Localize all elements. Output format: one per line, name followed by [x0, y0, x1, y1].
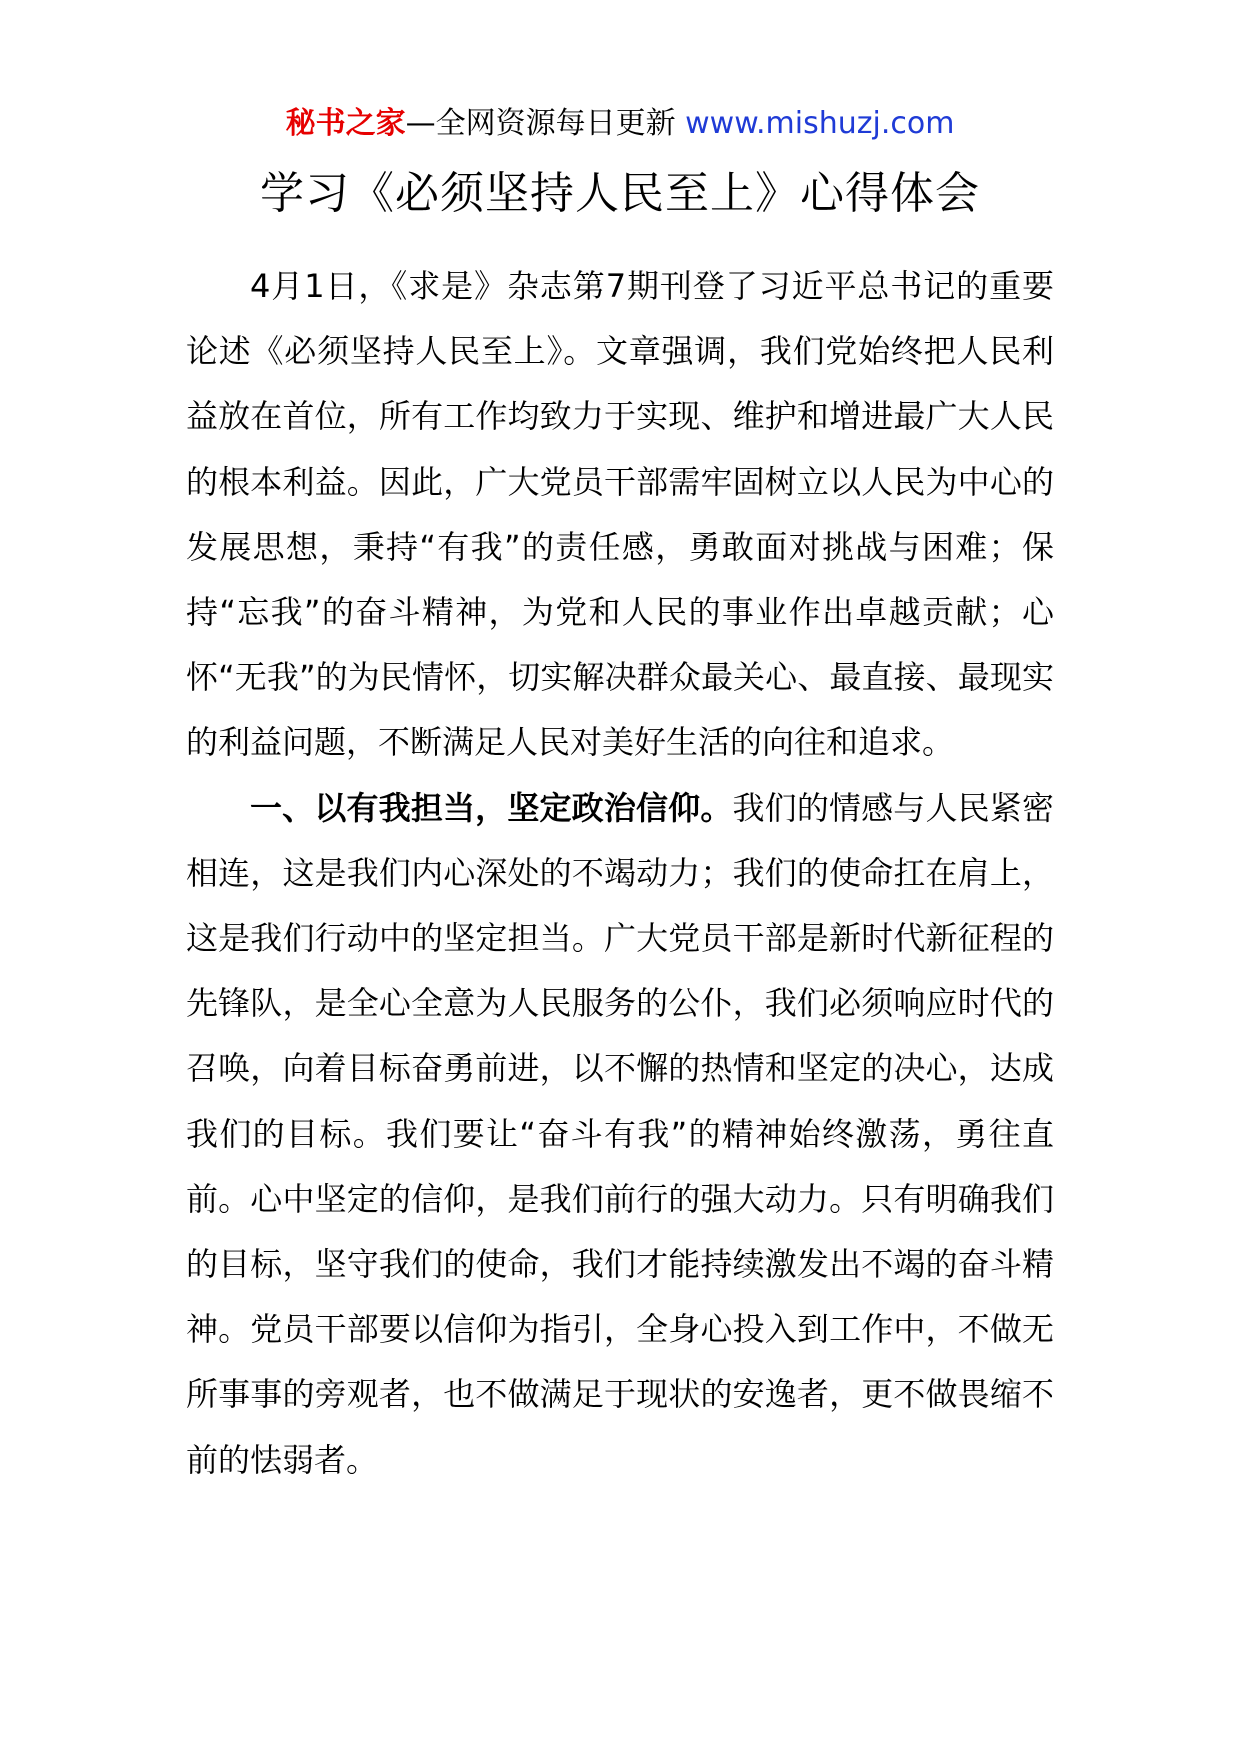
paragraph-section-1 — [186, 776, 1054, 1493]
site-url-link[interactable]: www.mishuzj.com — [685, 106, 955, 141]
site-tagline: —全网资源每日更新 — [405, 106, 676, 141]
paragraph-intro-text: 4月1日，《求是》杂志第7期刊登了习近平总书记的重要论述《必须坚持人民至上》。文章强调，我们党始终把人民利益放在首位，所有工作均致力于实现、维护和增进最广大人民的根本利益。因此，广大党员干部需牢固树立以人民为中心的发展思想，秉持“有我”的责任感，勇敢面对挑战与困难；保持“忘我”的奋斗精神，为党和人民的事业作出卓越贡献；心怀“无我”的为民情怀，切实解决群众最关心、最直接、最现实的利益问题，不断满足人民对美好生活的向往和追求。 — [186, 267, 1054, 762]
paragraph-intro — [186, 254, 1054, 776]
site-header-banner — [0, 102, 1240, 146]
section-1-text: 我们的情感与人民紧密相连，这是我们内心深处的不竭动力；我们的使命扛在肩上，这是我们行动中的坚定担当。广大党员干部是新时代新征程的先锋队，是全心全意为人民服务的公仆，我们必须响应时代的召唤，向着目标奋勇前进，以不懈的热情和坚定的决心，达成我们的目标。我们要让“奋斗有我”的精神始终激荡，勇往直前。心中坚定的信仰，是我们前行的强大动力。只有明确我们的目标，坚守我们的使命，我们才能持续激发出不竭的奋斗精神。党员干部要以信仰为指引，全身心投入到工作中，不做无所事事的旁观者，也不做满足于现状的安逸者，更不做畏缩不前的怯弱者。 — [186, 788, 1054, 1479]
document-body — [186, 254, 1054, 1493]
section-1-heading: 一、以有我担当，坚定政治信仰。 — [250, 788, 733, 827]
site-brand: 秘书之家 — [285, 106, 406, 141]
document-title: 学习《必须坚持人民至上》心得体会 — [260, 168, 980, 219]
